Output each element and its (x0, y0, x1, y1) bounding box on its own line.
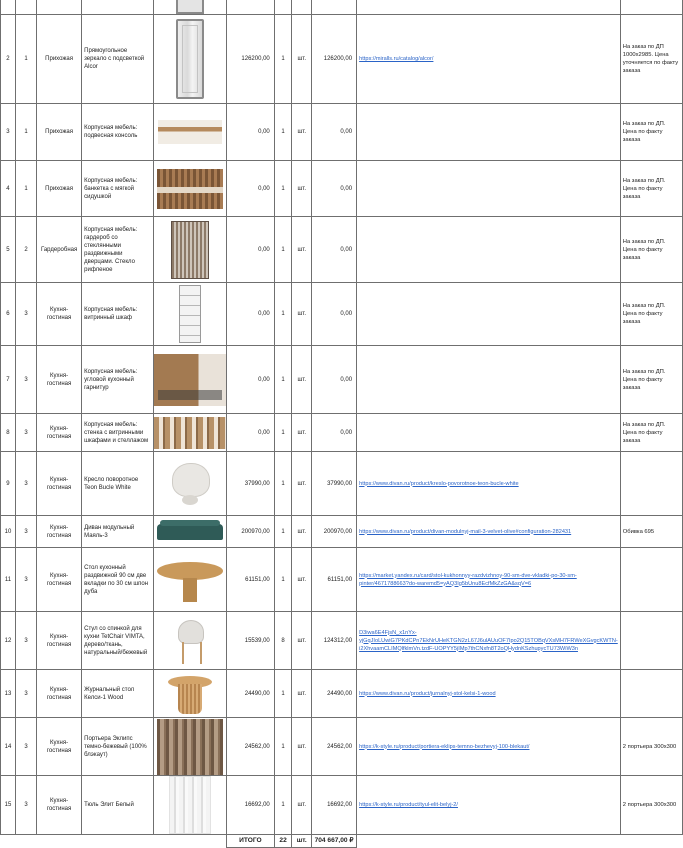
quantity-cell: 1 (274, 217, 292, 283)
price-cell: 0,00 (227, 104, 275, 161)
table-row (1, 718, 683, 776)
table-body (1, 0, 683, 848)
console-icon (158, 120, 222, 144)
product-image-cell (153, 15, 226, 104)
price-cell: 0,00 (227, 414, 275, 452)
vitrine-icon (179, 285, 201, 343)
product-link[interactable]: https://www.divan.ru/product/kreslo-povorotnoe-teon-bucle-white (357, 452, 621, 516)
product-link[interactable]: D3iwa6E4FjsN_x1nYx-yjGqJIoLUwiG7PKdCPn7EkNrUHeKTGN2zL67J6ulAUuOF7Ipo2Q15TOBqVXsMH7FRWeXGvgcKWTN-i2XhvaamCLIMQlfklmVn.tzdF-UOPYY5jIMp7thCNxfn8T2oQHydnKSzhupycTU73WiW3n (357, 612, 621, 670)
product-image-cell (153, 414, 226, 452)
room-count-cell: 3 (15, 414, 36, 452)
room-count-cell: 3 (15, 548, 36, 612)
row-total-cell (312, 0, 357, 15)
price-cell: 24490,00 (227, 670, 275, 718)
bench-icon (157, 169, 223, 209)
row-number-cell: 11 (1, 548, 16, 612)
table-row (1, 104, 683, 161)
description-cell: Тюль Элит Белый (82, 776, 154, 835)
total-count: 22 (274, 835, 292, 848)
note-cell: На заказ по ДП. Цена по факту заказа (620, 217, 682, 283)
row-total-cell: 0,00 (312, 283, 357, 346)
description-cell: Корпусная мебель: гардероб со стеклянными раздвижными дверцами. Стекло рифленое (82, 217, 154, 283)
description-cell (82, 0, 154, 15)
room-count-cell: 3 (15, 776, 36, 835)
product-link[interactable]: https://k-style.ru/product/portiera-eklips-temno-bezhevyj-100-blekaut/ (357, 718, 621, 776)
price-cell: 37990,00 (227, 452, 275, 516)
table-row (1, 776, 683, 835)
note-cell (620, 0, 682, 15)
table-row (1, 414, 683, 452)
description-cell: Корпусная мебель: банкетка с мягкой сидушкой (82, 161, 154, 217)
coffee-table-icon (166, 672, 214, 716)
product-image-cell (153, 161, 226, 217)
table-row (1, 612, 683, 670)
product-image-cell (153, 452, 226, 516)
unit-cell: шт. (292, 15, 312, 104)
row-number-cell (1, 0, 16, 15)
room-count-cell (15, 0, 36, 15)
description-cell: Корпусная мебель: подвесная консоль (82, 104, 154, 161)
price-cell: 16692,00 (227, 776, 275, 835)
row-number-cell: 8 (1, 414, 16, 452)
note-cell: На заказ по ДП. Цена по факту заказа (620, 414, 682, 452)
row-total-cell: 0,00 (312, 161, 357, 217)
unit-cell (292, 0, 312, 15)
unit-cell: шт. (292, 283, 312, 346)
row-total-cell: 126200,00 (312, 15, 357, 104)
unit-cell: шт. (292, 612, 312, 670)
room-count-cell: 1 (15, 15, 36, 104)
room-cell: Прихожая (37, 15, 82, 104)
table-row (1, 548, 683, 612)
product-link[interactable]: https://www.divan.ru/product/jurnalnyj-stol-kelsi-1-wood (357, 670, 621, 718)
quantity-cell: 1 (274, 452, 292, 516)
row-number-cell: 7 (1, 346, 16, 414)
quantity-cell: 1 (274, 670, 292, 718)
row-total-cell: 0,00 (312, 414, 357, 452)
product-link (357, 414, 621, 452)
empty-cell (1, 835, 227, 848)
row-number-cell: 10 (1, 516, 16, 548)
quantity-cell: 1 (274, 15, 292, 104)
row-number-cell: 5 (1, 217, 16, 283)
row-total-cell: 37990,00 (312, 452, 357, 516)
product-link (357, 283, 621, 346)
chair-icon (172, 616, 208, 666)
table-row (1, 452, 683, 516)
room-count-cell: 1 (15, 104, 36, 161)
description-cell: Портьера Эклипс темно-бежевый (100% блэкаут) (82, 718, 154, 776)
room-count-cell: 3 (15, 283, 36, 346)
product-link[interactable]: https://market.yandex.ru/card/stol-kukhonnyy-razdvizhnoy-90-sm-dve-vkladki-po-30-sm-pinter/4671788663?do-waremd5=yAQ3Ig5bUnu8EcfMkZzGA&sqV=6 (357, 548, 621, 612)
row-number-cell: 4 (1, 161, 16, 217)
row-total-cell: 16692,00 (312, 776, 357, 835)
row-number-cell: 14 (1, 718, 16, 776)
table-row (1, 0, 683, 15)
price-cell: 0,00 (227, 217, 275, 283)
room-count-cell: 3 (15, 718, 36, 776)
row-total-cell: 0,00 (312, 346, 357, 414)
room-cell: Кухня-гостиная (37, 283, 82, 346)
note-cell: Обивка 695 (620, 516, 682, 548)
room-count-cell: 3 (15, 670, 36, 718)
quantity-cell: 1 (274, 346, 292, 414)
quantity-cell: 1 (274, 516, 292, 548)
description-cell: Прямоугольное зеркало с подсветкой Alcor (82, 15, 154, 104)
product-image-cell (153, 217, 226, 283)
note-cell: На заказ по ДП 1000х2985. Цена уточняется по факту заказа (620, 15, 682, 104)
row-total-cell: 124312,00 (312, 612, 357, 670)
room-cell: Кухня-гостиная (37, 670, 82, 718)
description-cell: Корпусная мебель: стенка с витринными шкафами и стеллажом (82, 414, 154, 452)
product-link (357, 104, 621, 161)
description-cell: Стул со спинкой для кухни TetChair VIMTA, дерево/ткань, натуральный/бежевый (82, 612, 154, 670)
note-cell: 2 портьера 300х300 (620, 718, 682, 776)
price-cell: 15539,00 (227, 612, 275, 670)
table-row (1, 346, 683, 414)
product-link[interactable]: https://miralls.ru/catalog/alcor/ (357, 15, 621, 104)
unit-cell: шт. (292, 346, 312, 414)
note-cell: На заказ по ДП. Цена по факту заказа (620, 283, 682, 346)
empty-cell (357, 835, 683, 848)
product-link (357, 217, 621, 283)
table-icon (155, 556, 225, 604)
price-cell: 0,00 (227, 346, 275, 414)
note-cell (620, 670, 682, 718)
description-cell: Стол кухонный раздвижной 90 см две вкладки по 30 см шпон дуба (82, 548, 154, 612)
kitchen-icon (154, 354, 226, 406)
room-cell: Кухня-гостиная (37, 718, 82, 776)
total-sum: 704 667,00 ₽ (312, 835, 357, 848)
description-cell: Журнальный стол Келси-1 Wood (82, 670, 154, 718)
room-cell: Кухня-гостиная (37, 776, 82, 835)
product-image-cell (153, 516, 226, 548)
price-cell: 200970,00 (227, 516, 275, 548)
product-image-cell (153, 346, 226, 414)
row-total-cell: 0,00 (312, 217, 357, 283)
note-cell: 2 портьера 300х300 (620, 776, 682, 835)
product-image-cell (153, 670, 226, 718)
note-cell: На заказ по ДП. Цена по факту заказа (620, 104, 682, 161)
row-number-cell: 3 (1, 104, 16, 161)
product-link (357, 161, 621, 217)
price-cell: 24562,00 (227, 718, 275, 776)
quantity-cell: 1 (274, 718, 292, 776)
row-total-cell: 200970,00 (312, 516, 357, 548)
unit-cell: шт. (292, 452, 312, 516)
product-image-cell (153, 612, 226, 670)
product-image-cell (153, 0, 226, 15)
note-cell (620, 548, 682, 612)
quantity-cell: 1 (274, 548, 292, 612)
wardrobe-icon (171, 221, 209, 279)
row-number-cell: 15 (1, 776, 16, 835)
curtain-icon (157, 719, 223, 775)
price-cell: 61151,00 (227, 548, 275, 612)
table-row (1, 670, 683, 718)
mirror-top-icon (176, 0, 204, 14)
room-cell: Кухня-гостиная (37, 346, 82, 414)
note-cell (620, 612, 682, 670)
room-cell: Кухня-гостиная (37, 612, 82, 670)
table-row (1, 283, 683, 346)
room-cell: Прихожая (37, 104, 82, 161)
room-cell: Кухня-гостиная (37, 452, 82, 516)
row-total-cell: 24562,00 (312, 718, 357, 776)
price-cell: 0,00 (227, 161, 275, 217)
unit-cell: шт. (292, 718, 312, 776)
table-row (1, 516, 683, 548)
product-image-cell (153, 776, 226, 835)
product-image-cell (153, 548, 226, 612)
unit-cell: шт. (292, 414, 312, 452)
mirror-icon (176, 19, 204, 99)
quantity-cell: 1 (274, 283, 292, 346)
row-number-cell: 6 (1, 283, 16, 346)
unit-cell: шт. (292, 161, 312, 217)
table-row (1, 161, 683, 217)
note-cell: На заказ по ДП. Цена по факту заказа (620, 161, 682, 217)
quantity-cell: 1 (274, 161, 292, 217)
quantity-cell: 8 (274, 612, 292, 670)
unit-cell: шт. (292, 776, 312, 835)
row-total-cell: 0,00 (312, 104, 357, 161)
quantity-cell: 1 (274, 104, 292, 161)
price-cell: 0,00 (227, 283, 275, 346)
description-cell: Корпусная мебель: витринный шкаф (82, 283, 154, 346)
total-label: ИТОГО (227, 835, 275, 848)
table-row (1, 217, 683, 283)
unit-cell: шт. (292, 516, 312, 548)
description-cell: Корпусная мебель: угловой кухонный гарнитур (82, 346, 154, 414)
quantity-cell: 1 (274, 414, 292, 452)
row-total-cell: 24490,00 (312, 670, 357, 718)
product-link[interactable]: https://k-style.ru/product/tyul-elit-belyj-2/ (357, 776, 621, 835)
tulle-icon (169, 776, 211, 834)
table-row (1, 15, 683, 104)
price-cell: 126200,00 (227, 15, 275, 104)
product-link (357, 346, 621, 414)
room-cell: Кухня-гостиная (37, 414, 82, 452)
total-row (1, 835, 683, 848)
room-cell: Прихожая (37, 161, 82, 217)
unit-cell: шт. (292, 217, 312, 283)
row-number-cell: 2 (1, 15, 16, 104)
unit-cell: шт. (292, 548, 312, 612)
quantity-cell (274, 0, 292, 15)
note-cell (620, 452, 682, 516)
total-unit: шт. (292, 835, 312, 848)
product-image-cell (153, 283, 226, 346)
quantity-cell: 1 (274, 776, 292, 835)
room-cell: Кухня-гостиная (37, 516, 82, 548)
row-number-cell: 12 (1, 612, 16, 670)
note-cell: На заказ по ДП. Цена по факту заказа (620, 346, 682, 414)
product-link[interactable]: https://www.divan.ru/product/divan-modulnyj-mail-3-velvet-olive#configuration-282431 (357, 516, 621, 548)
room-count-cell: 3 (15, 346, 36, 414)
sofa-icon (157, 524, 223, 540)
room-count-cell: 1 (15, 161, 36, 217)
unit-cell: шт. (292, 104, 312, 161)
room-count-cell: 3 (15, 452, 36, 516)
price-cell (227, 0, 275, 15)
room-cell: Кухня-гостиная (37, 548, 82, 612)
room-cell (37, 0, 82, 15)
product-image-cell (153, 718, 226, 776)
row-number-cell: 9 (1, 452, 16, 516)
row-number-cell: 13 (1, 670, 16, 718)
wall-unit-icon (154, 417, 226, 449)
unit-cell: шт. (292, 670, 312, 718)
description-cell: Диван модульный Маяль-3 (82, 516, 154, 548)
description-cell: Кресло поворотное Teon Bucle White (82, 452, 154, 516)
room-count-cell: 3 (15, 516, 36, 548)
room-count-cell: 2 (15, 217, 36, 283)
armchair-icon (168, 461, 212, 507)
product-image-cell (153, 104, 226, 161)
product-link (357, 0, 621, 15)
room-count-cell: 3 (15, 612, 36, 670)
row-total-cell: 61151,00 (312, 548, 357, 612)
room-cell: Гардеробная (37, 217, 82, 283)
